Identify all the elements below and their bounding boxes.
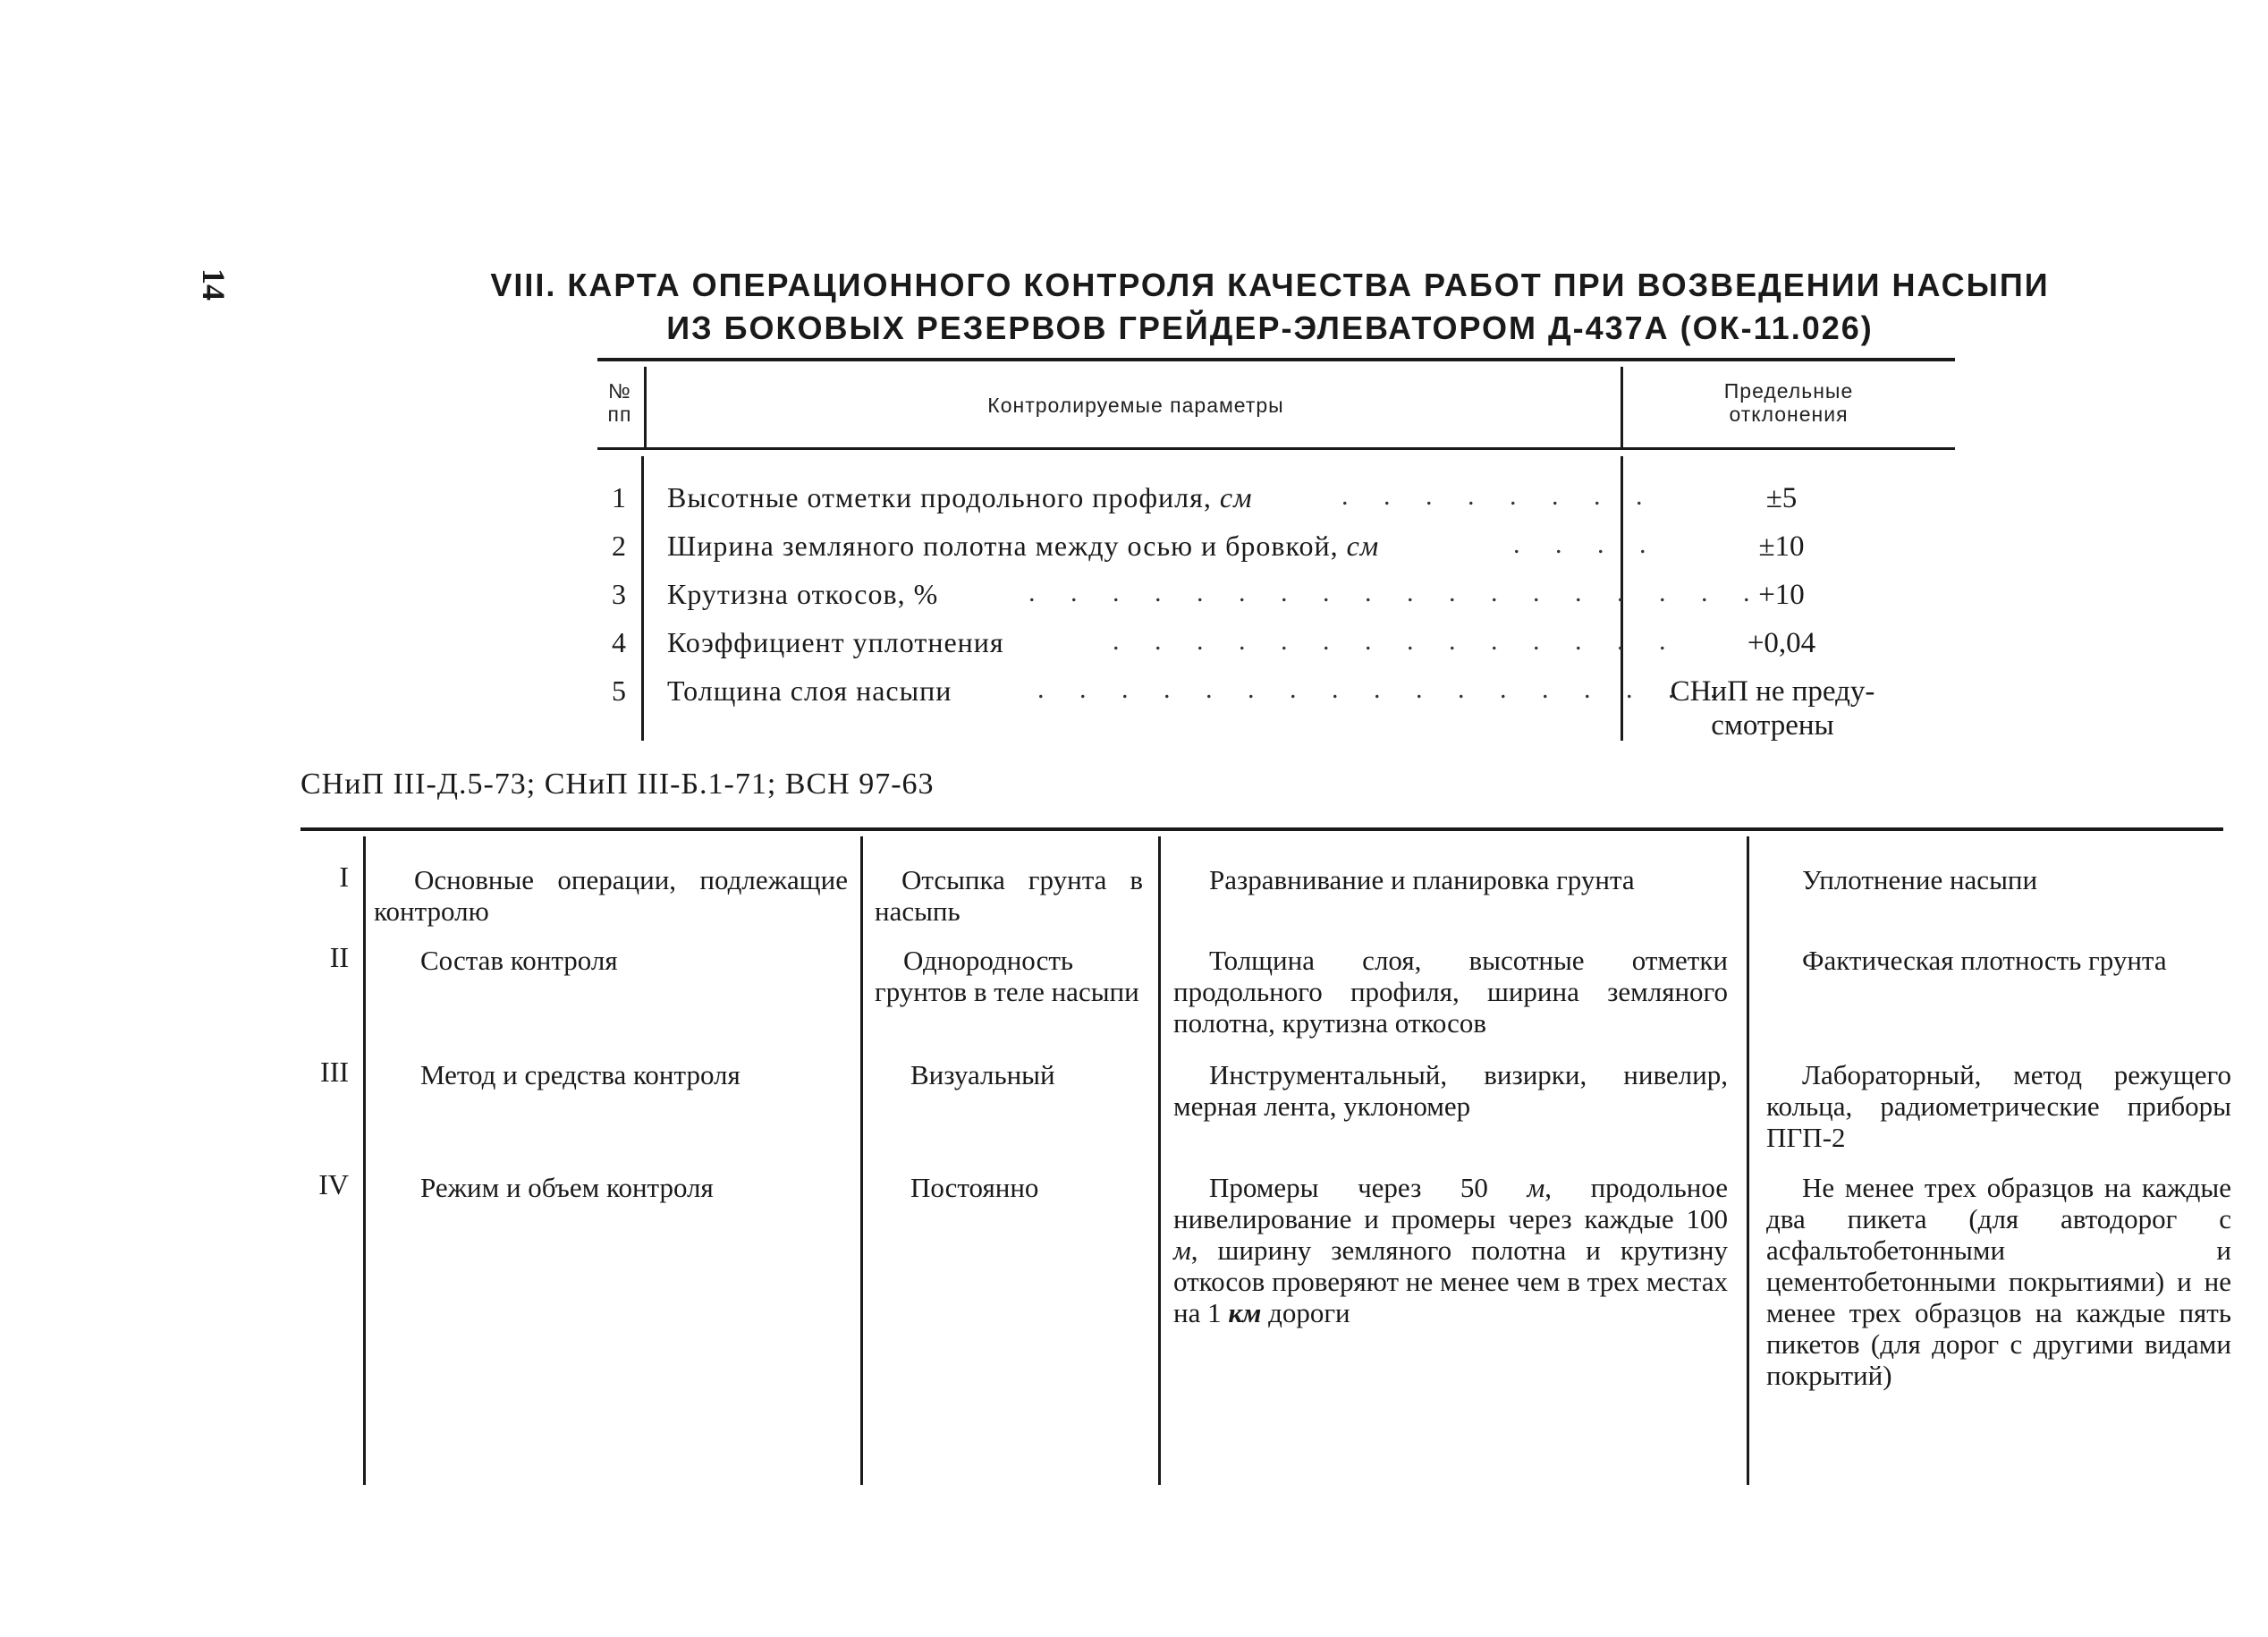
table2-top-rule <box>300 827 2223 831</box>
row-roman-numeral: II <box>329 941 349 973</box>
leader-dots: . . . . <box>1513 530 1661 559</box>
row-label: Состав контроля <box>420 945 618 976</box>
parameter-label: Коэффициент уплотнения <box>667 626 1004 658</box>
cell-col3: Лабораторный, метод режущего кольца, радиометрические приборы ПГП-2 <box>1766 1059 2231 1153</box>
cell-col3: Уплотнение насыпи <box>1802 864 2038 895</box>
cell-col1: Постоянно <box>910 1172 1039 1203</box>
table1-divider <box>641 456 644 741</box>
table2-divider <box>363 836 366 1485</box>
row-number: 3 <box>612 578 626 610</box>
normative-references: СНиП III-Д.5-73; СНиП III-Б.1-71; ВСН 97-63 <box>300 768 935 801</box>
row-number: 2 <box>612 530 626 562</box>
table1-divider <box>1621 367 1623 447</box>
cell-col1: Отсыпка грунта в насыпь <box>875 864 1143 927</box>
table2-divider <box>1158 836 1161 1485</box>
parameter-label: Крутизна откосов, % <box>667 578 939 610</box>
row-label: Основные операции, подлежащие контролю <box>374 864 848 927</box>
table2-divider <box>860 836 863 1485</box>
cell-col3: Не менее трех образцов на каждые два пикета (для автодорог с асфальтобетонными и цементобетонными покрытиями) и не менее трех образцов на каждые пять пикетов (для дорог с другими видами покрытий) <box>1766 1172 2231 1391</box>
deviation-value: СНиП не преду-смотрены <box>1670 675 1875 742</box>
row-number: 4 <box>612 626 626 658</box>
cell-col2: Толщина слоя, высотные отметки продольного профиля, ширина земляного полотна, крутизна откосов <box>1173 945 1728 1039</box>
cell-col1: Однородность грунтов в теле насыпи <box>875 945 1139 1007</box>
cell-col2: Инструментальный, визирки, нивелир, мерная лента, уклономер <box>1173 1059 1728 1122</box>
cell-col2: Разравнивание и планировка грунта <box>1209 864 1635 895</box>
parameter-label: Толщина слоя насыпи <box>667 674 952 707</box>
row-label: Режим и объем контроля <box>420 1172 714 1203</box>
cell-col3: Фактическая плотность грунта <box>1802 945 2167 976</box>
parameter-label: Высотные отметки продольного профиля, см <box>667 481 1253 513</box>
table2-divider <box>1747 836 1749 1485</box>
header-deviations: Предельные отклонения <box>1723 379 1854 426</box>
header-num: № пп <box>607 379 632 426</box>
page-number: 14 <box>196 268 232 301</box>
deviation-value: +0,04 <box>1747 627 1816 659</box>
leader-dots: . . . . . . . . . . . . . . <box>1113 626 1680 656</box>
row-roman-numeral: III <box>320 1056 349 1088</box>
deviation-value: +10 <box>1758 579 1805 611</box>
row-number: 5 <box>612 674 626 707</box>
row-number: 1 <box>612 481 626 513</box>
cell-col2: Промеры через 50 м, продольное нивелирование и промеры через каждые 100 м, ширину земляного полотна и крутизну откосов проверяют не менее чем в трех местах на 1 км дороги <box>1173 1172 1728 1328</box>
parameter-label: Ширина земляного полотна между осью и бровкой, см <box>667 530 1380 562</box>
deviation-value: ±10 <box>1758 530 1805 563</box>
document-title-line1: VIII. КАРТА ОПЕРАЦИОННОГО КОНТРОЛЯ КАЧЕСТВА РАБОТ ПРИ ВОЗВЕДЕНИИ НАСЫПИ <box>490 267 2050 303</box>
cell-col1: Визуальный <box>910 1059 1055 1090</box>
leader-dots: . . . . . . . . . . . . . . . . . . <box>1028 578 1764 607</box>
header-params: Контролируемые параметры <box>987 394 1284 417</box>
row-roman-numeral: IV <box>318 1168 349 1200</box>
row-roman-numeral: I <box>339 861 349 893</box>
document-title-line2: ИЗ БОКОВЫХ РЕЗЕРВОВ ГРЕЙДЕР-ЭЛЕВАТОРОМ Д-437А (ОК-11.026) <box>666 310 1874 346</box>
leader-dots: . . . . . . . . <box>1341 481 1657 511</box>
table1-header-rule <box>597 447 1955 450</box>
table1-divider <box>644 367 647 447</box>
table1-top-rule <box>597 358 1955 361</box>
deviation-value: ±5 <box>1765 482 1798 514</box>
leader-dots: . . . . . . . . . . . . . . . . . <box>1037 674 1731 704</box>
row-label: Метод и средства контроля <box>420 1059 740 1090</box>
